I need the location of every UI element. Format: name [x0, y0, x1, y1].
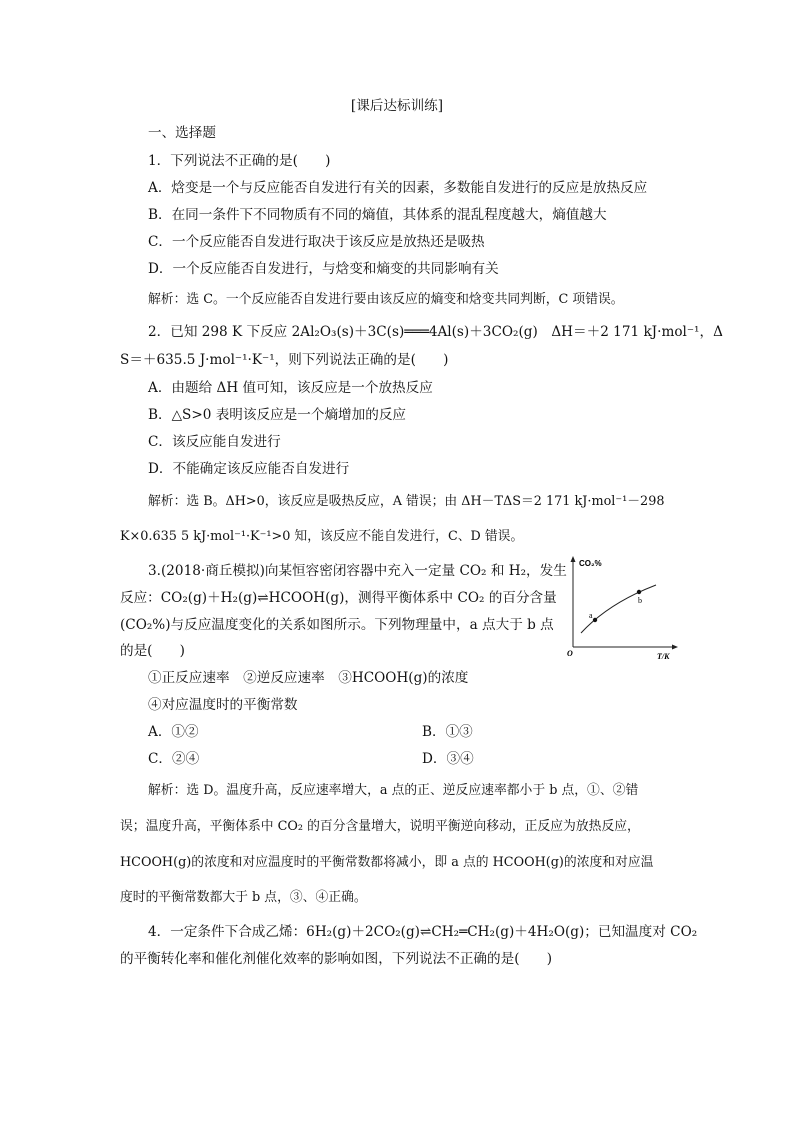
- q3-items-line2: ④对应温度时的平衡常数: [148, 697, 298, 713]
- graph-label-a: a: [589, 611, 593, 620]
- q2-stem-line2: S＝＋635.5 J·mol⁻¹·K⁻¹，则下列说法正确的是( ): [120, 352, 449, 368]
- q1-option-d: D．一个反应能否自发进行，与焓变和熵变的共同影响有关: [148, 261, 499, 277]
- graph-origin: O: [567, 649, 573, 658]
- q2-analysis-line1: 解析：选 B。ΔH>0，该反应是吸热反应，A 错误；由 ΔH－TΔS＝2 171 kJ·mol⁻¹－298: [148, 494, 665, 509]
- graph-label-b: b: [638, 596, 642, 605]
- graph-ylabel: CO₂%: [579, 559, 602, 568]
- q4-stem-line2: 的平衡转化率和催化剂催化效率的影响如图，下列说法不正确的是( ): [120, 951, 553, 967]
- q3-stem-line1: 3.(2018·商丘模拟)向某恒容密闭容器中充入一定量 CO₂ 和 H₂，发生: [148, 563, 567, 579]
- q3-stem-line2: 反应：CO₂(g)＋H₂(g)⇌HCOOH(g)，测得平衡体系中 CO₂ 的百分含量: [120, 590, 557, 606]
- q1-option-c: C．一个反应能否自发进行取决于该反应是放热还是吸热: [148, 234, 485, 250]
- graph-y-arrow: [571, 556, 576, 562]
- graph-curve: [581, 585, 656, 633]
- q3-analysis-line3: HCOOH(g)的浓度和对应温度时的平衡常数都将减小，即 a 点的 HCOOH(g)的浓度和对应温: [120, 855, 654, 870]
- graph-x-arrow: [672, 645, 678, 650]
- q3-stem-line4: 的是( ): [120, 643, 185, 659]
- q3-option-d: D．③④: [422, 751, 474, 767]
- q1-analysis: 解析：选 C。一个反应能否自发进行要由该反应的熵变和焓变共同判断，C 项错误。: [148, 292, 624, 307]
- graph-point-b: [637, 590, 641, 594]
- q3-analysis-line2: 误；温度升高，平衡体系中 CO₂ 的百分含量增大，说明平衡逆向移动，正反应为放热反应，: [120, 819, 640, 834]
- q1-stem: 1．下列说法不正确的是( ): [148, 153, 331, 169]
- q3-items-line1: ①正反应速率 ②逆反应速率 ③HCOOH(g)的浓度: [148, 670, 469, 686]
- q1-option-b: B．在同一条件下不同物质有不同的熵值，其体系的混乱程度越大，熵值越大: [148, 207, 607, 223]
- q3-analysis-line4: 度时的平衡常数都大于 b 点，③、④正确。: [120, 890, 367, 905]
- graph-point-a: [593, 618, 597, 622]
- q3-stem-line3: (CO₂%)与反应温度变化的关系如图所示。下列物理量中，a 点大于 b 点: [120, 617, 554, 633]
- q3-figure-graph: [552, 555, 680, 661]
- q2-option-b: B．△S>0 表明该反应是一个熵增加的反应: [148, 407, 407, 423]
- q2-option-d: D．不能确定该反应能否自发进行: [148, 461, 350, 477]
- q2-option-a: A．由题给 ΔH 值可知，该反应是一个放热反应: [148, 380, 433, 396]
- q3-analysis-line1: 解析：选 D。温度升高，反应速率增大，a 点的正、逆反应速率都小于 b 点，①、②错: [148, 783, 639, 798]
- graph-xlabel: T/K: [657, 652, 670, 661]
- q4-stem-line1: 4．一定条件下合成乙烯：6H₂(g)＋2CO₂(g)⇌CH₂═CH₂(g)＋4H₂O(g)；已知温度对 CO₂: [148, 924, 698, 940]
- q3-option-a: A．①②: [148, 724, 199, 740]
- q2-stem-line1: 2．已知 298 K 下反应 2Al₂O₃(s)＋3C(s)═══4Al(s)＋3CO₂(g) ΔH＝＋2 171 kJ·mol⁻¹，Δ: [148, 324, 723, 340]
- section-title: 一、选择题: [148, 125, 216, 141]
- q2-analysis-line2: K×0.635 5 kJ·mol⁻¹·K⁻¹>0 知，该反应不能自发进行，C、D 错误。: [120, 529, 524, 544]
- q3-option-b: B．①③: [422, 724, 473, 740]
- q3-option-c: C．②④: [148, 751, 200, 767]
- page-header: [课后达标训练]: [350, 98, 444, 114]
- q2-option-c: C．该反应能自发进行: [148, 434, 281, 450]
- q1-option-a: A．焓变是一个与反应能否自发进行有关的因素，多数能自发进行的反应是放热反应: [148, 180, 648, 196]
